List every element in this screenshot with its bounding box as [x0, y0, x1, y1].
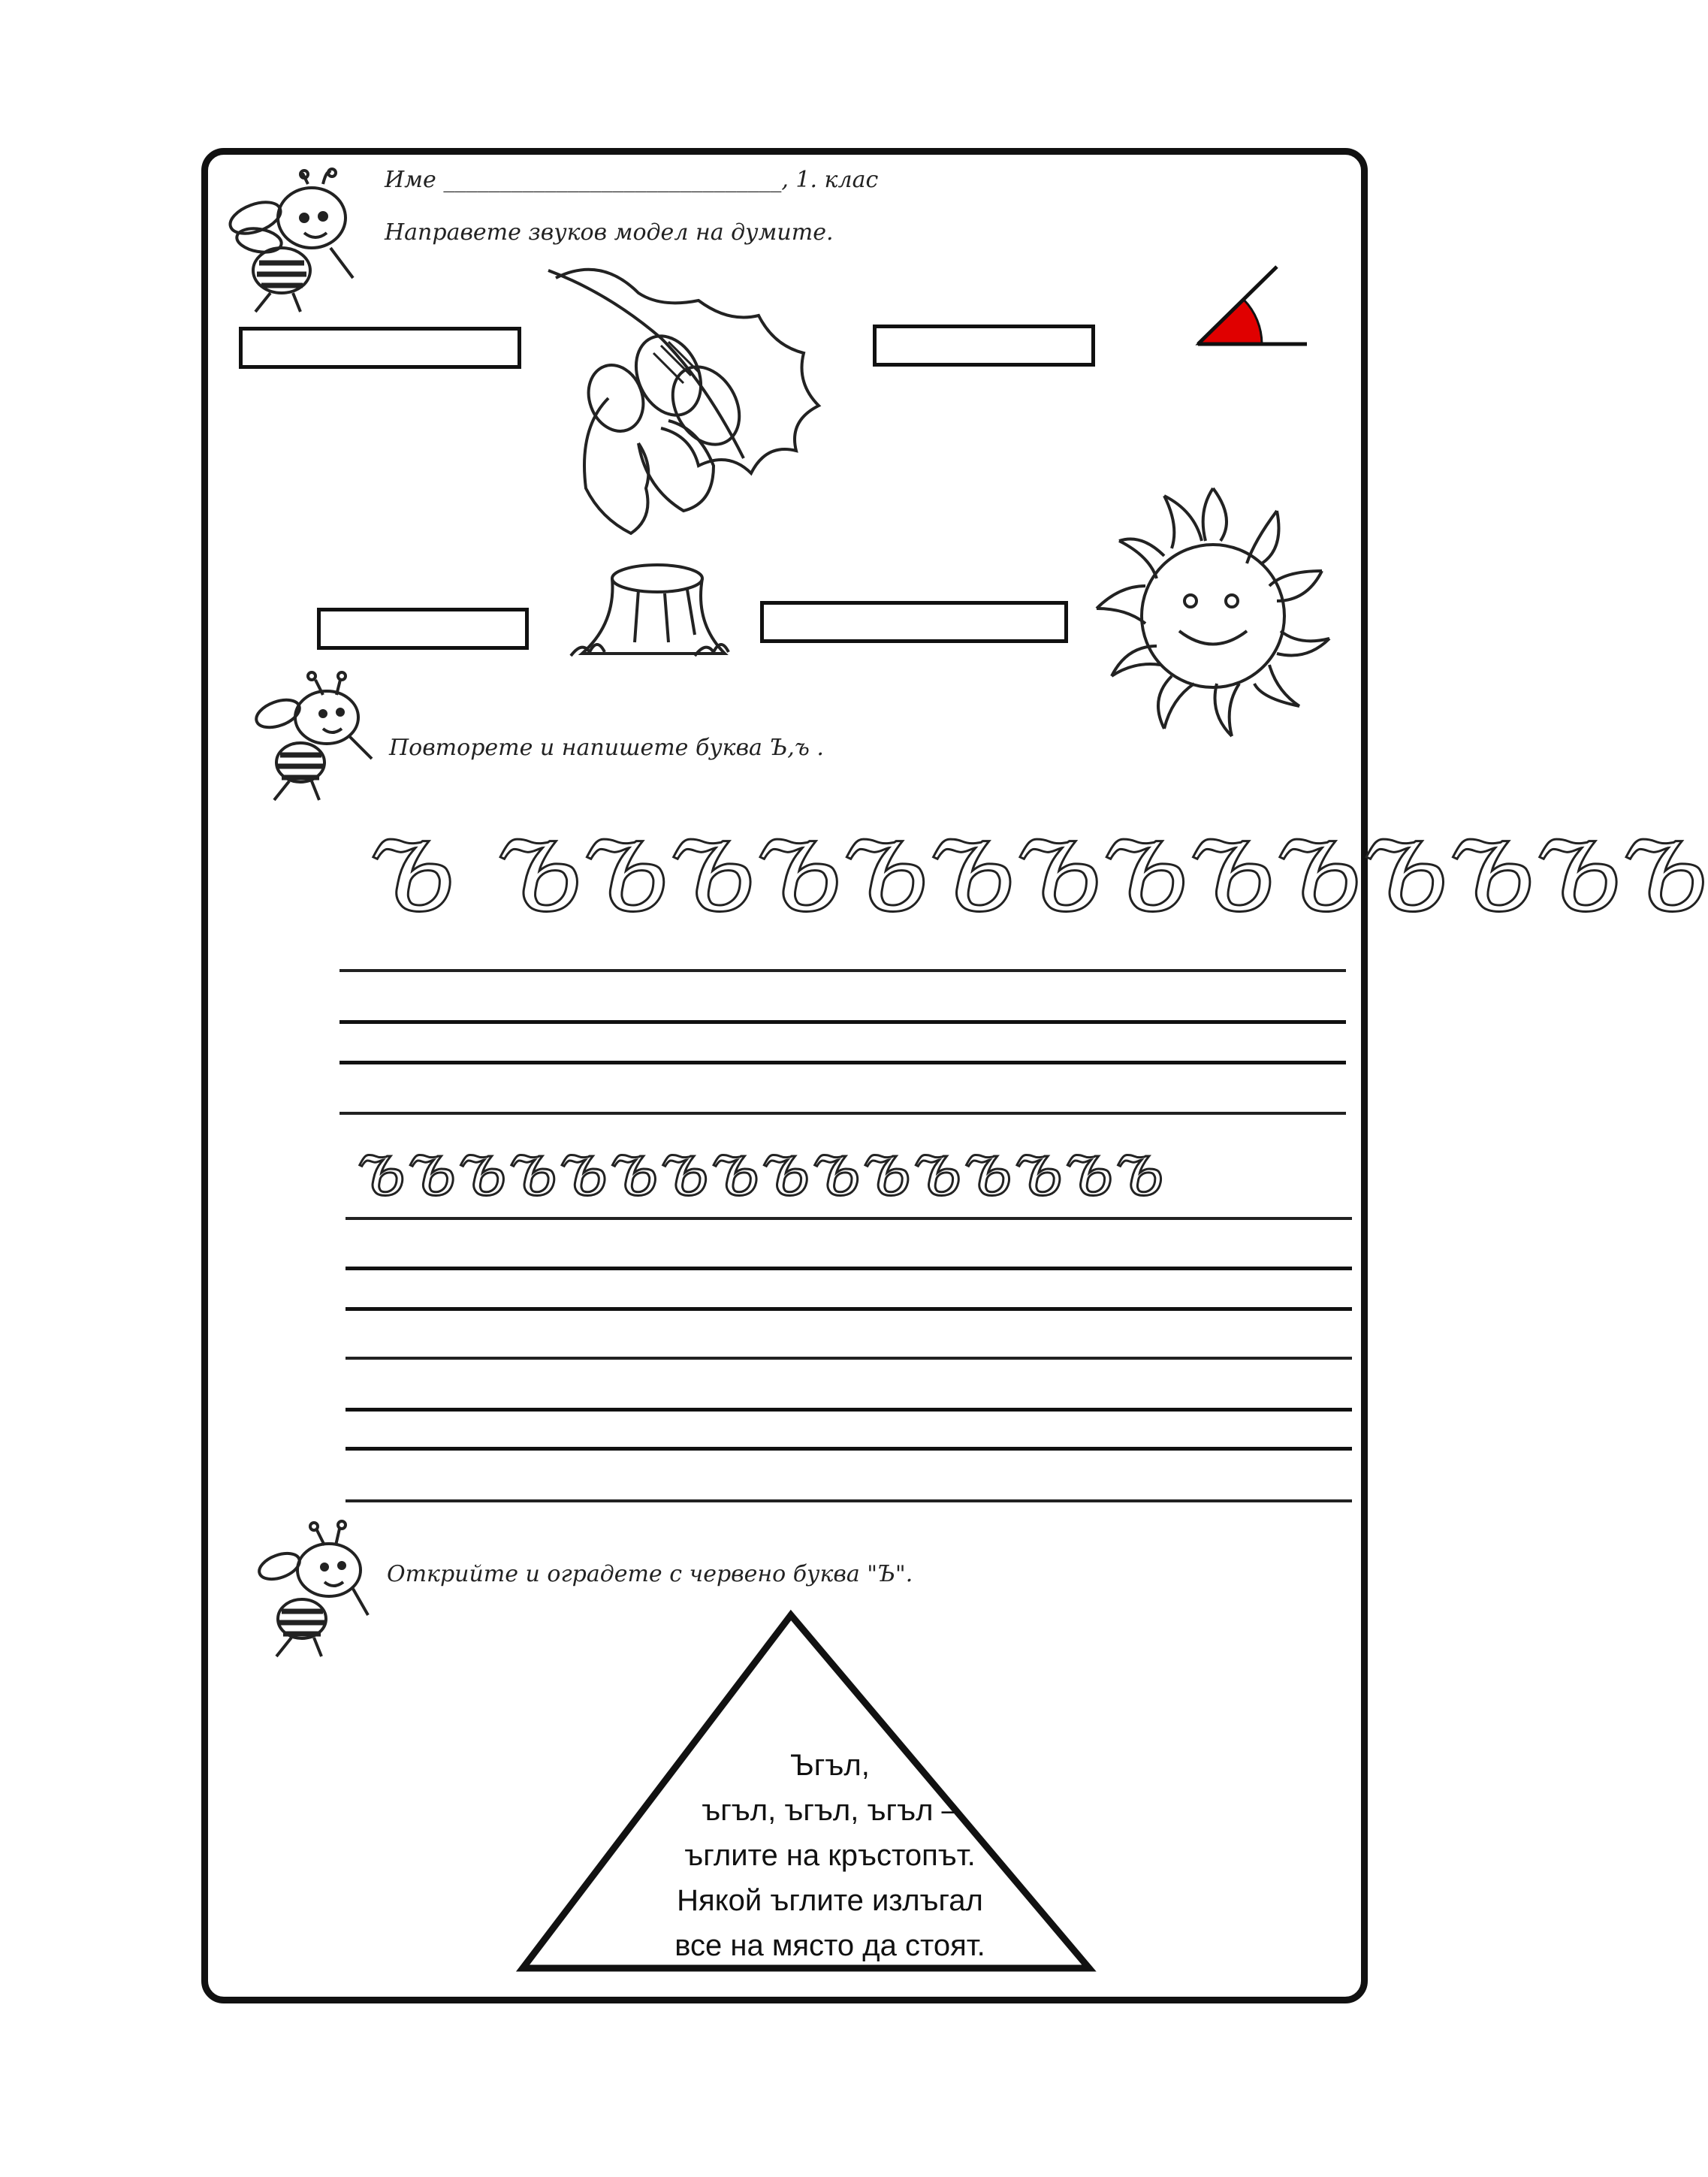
- writing-line: [339, 1112, 1346, 1115]
- bee-icon: [225, 165, 376, 316]
- sound-model-box-sun[interactable]: [760, 601, 1068, 643]
- writing-line: [346, 1217, 1352, 1220]
- sound-model-box-angle[interactable]: [873, 325, 1095, 367]
- angle-icon: [1194, 263, 1314, 353]
- acorn-leaf-icon: [518, 248, 834, 548]
- tracing-row-uppercase: ъ ъъъъъъъъъъъъъъ: [368, 787, 1708, 941]
- writing-line: [339, 1020, 1346, 1024]
- bee-icon: [255, 1517, 376, 1660]
- writing-line: [346, 1499, 1352, 1502]
- sound-model-box-stump[interactable]: [317, 608, 529, 650]
- poem-line: все на място да стоят.: [674, 1929, 985, 1962]
- task2-instruction: Повторете и напишете буква Ъ,ъ .: [389, 735, 824, 761]
- writing-line: [346, 1447, 1352, 1451]
- tracing-row-lowercase: ъъъъъъъъъъъъъъъъ: [357, 1127, 1166, 1212]
- stump-icon: [567, 552, 736, 665]
- writing-line: [339, 1061, 1346, 1064]
- writing-line: [346, 1357, 1352, 1360]
- poem-text: [605, 1743, 1055, 1968]
- poem-line: ъгъл, ъгъл, ъгъл –: [702, 1794, 958, 1827]
- task1-instruction: Направете звуков модел на думите.: [385, 219, 834, 246]
- writing-line: [346, 1408, 1352, 1412]
- sun-icon: [1082, 473, 1344, 744]
- name-class-line: Име ______________________________, 1. клас: [385, 167, 879, 193]
- poem-line: Някой ъглите излъгал: [677, 1884, 983, 1917]
- bee-icon: [252, 669, 379, 804]
- writing-line: [346, 1267, 1352, 1270]
- poem-line: ъглите на кръстопът.: [684, 1839, 976, 1872]
- sound-model-box-acorn-left[interactable]: [239, 327, 521, 369]
- writing-line: [346, 1307, 1352, 1311]
- writing-line: [339, 969, 1346, 972]
- poem-line: Ъгъл,: [790, 1749, 870, 1782]
- task3-instruction: Открийте и оградете с червено буква "Ъ".: [387, 1561, 913, 1587]
